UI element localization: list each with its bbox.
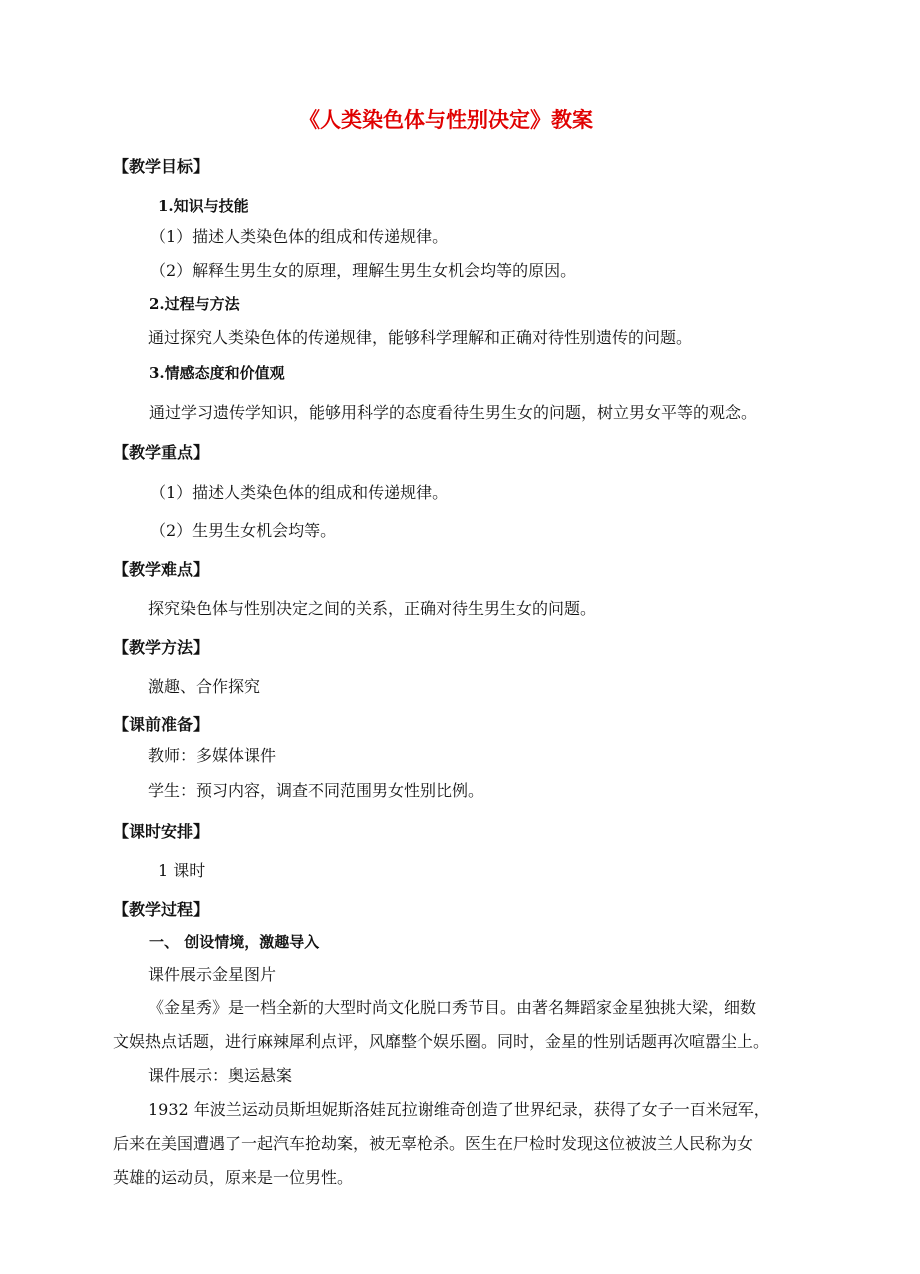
section-heading-objectives: 【教学目标】 bbox=[113, 157, 210, 176]
objective-3-heading: 3.情感态度和价值观 bbox=[149, 364, 285, 382]
section-heading-key-points: 【教学重点】 bbox=[113, 443, 210, 462]
key-point-2: （2）生男生女机会均等。 bbox=[150, 521, 337, 540]
process-paragraph-2-line-3: 英雄的运动员，原来是一位男性。 bbox=[113, 1168, 354, 1187]
key-point-1: （1）描述人类染色体的组成和传递规律。 bbox=[150, 483, 449, 502]
process-paragraph-1-line-1: 《金星秀》是一档全新的大型时尚文化脱口秀节目。由著名舞蹈家金星独挑大梁，细数 bbox=[148, 998, 757, 1017]
objective-1-item-2: （2）解释生男生女的原理，理解生男生女机会均等的原因。 bbox=[150, 261, 577, 280]
objective-2-heading: 2.过程与方法 bbox=[149, 295, 240, 313]
section-heading-process: 【教学过程】 bbox=[113, 900, 210, 919]
schedule-text: 1 课时 bbox=[158, 861, 206, 880]
objective-1-heading: 1.知识与技能 bbox=[158, 197, 249, 215]
process-courseware-1: 课件展示金星图片 bbox=[148, 965, 277, 984]
preparation-student: 学生：预习内容，调查不同范围男女性别比例。 bbox=[148, 781, 485, 800]
difficulties-text: 探究染色体与性别决定之间的关系，正确对待生男生女的问题。 bbox=[148, 599, 597, 618]
objective-3-text: 通过学习遗传学知识，能够用科学的态度看待生男生女的问题，树立男女平等的观念。 bbox=[149, 403, 758, 422]
objective-2-text: 通过探究人类染色体的传递规律，能够科学理解和正确对待性别遗传的问题。 bbox=[148, 328, 693, 347]
process-courseware-2: 课件展示：奥运悬案 bbox=[148, 1066, 293, 1085]
document-title: 《人类染色体与性别决定》教案 bbox=[299, 107, 593, 132]
methods-text: 激趣、合作探究 bbox=[148, 677, 261, 696]
section-heading-preparation: 【课前准备】 bbox=[113, 715, 210, 734]
section-heading-methods: 【教学方法】 bbox=[113, 638, 210, 657]
section-heading-difficulties: 【教学难点】 bbox=[113, 560, 210, 579]
preparation-teacher: 教师：多媒体课件 bbox=[148, 746, 277, 765]
process-paragraph-2-line-2: 后来在美国遭遇了一起汽车抢劫案，被无辜枪杀。医生在尸检时发现这位被波兰人民称为女 bbox=[113, 1134, 754, 1153]
process-paragraph-2-line-1: 1932 年波兰运动员斯坦妮斯洛娃瓦拉谢维奇创造了世界纪录，获得了女子一百米冠军， bbox=[148, 1100, 770, 1119]
process-paragraph-1-line-2: 文娱热点话题，进行麻辣犀利点评，风靡整个娱乐圈。同时，金星的性别话题再次喧嚣尘上。 bbox=[113, 1032, 770, 1051]
objective-1-item-1: （1）描述人类染色体的组成和传递规律。 bbox=[150, 227, 449, 246]
section-heading-schedule: 【课时安排】 bbox=[113, 822, 210, 841]
process-step-1-heading: 一、 创设情境，激趣导入 bbox=[149, 933, 320, 951]
